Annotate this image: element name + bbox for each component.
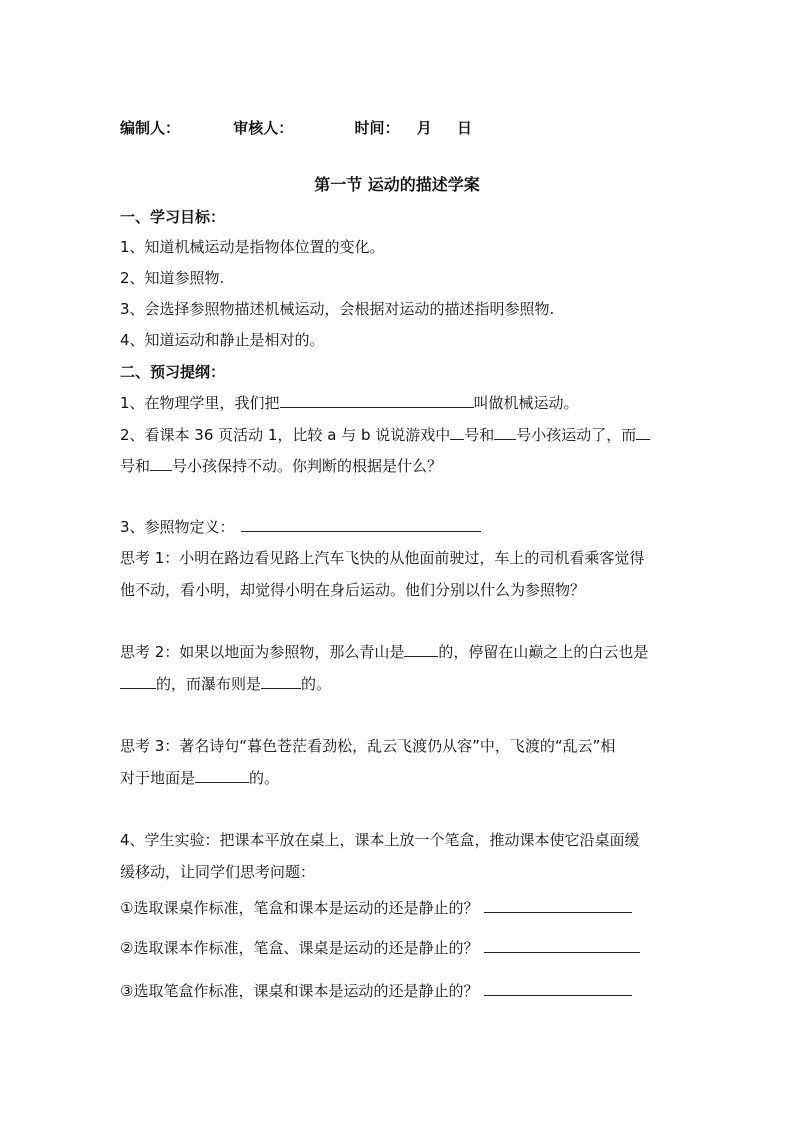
think-3-text-c: 的。 [249,769,280,787]
goal-item-2: 2、知道参照物. [120,269,225,287]
question-1 [120,393,579,413]
think-3-text-b: 对于地面是 [120,769,196,787]
page-title: 第一节 运动的描述学案 [314,175,480,194]
question-2-text-a: 2、看课本 36 页活动 1，比较 a 与 b 说说游戏中 [120,426,451,444]
think-3-line-2 [120,768,279,788]
think-2-text-c: 的，而瀑布则是 [156,675,262,693]
question-4-line-1: 4、学生实验：把课本平放在桌上，课本上放一个笔盒，推动课本使它沿桌面缓 [120,831,640,849]
answer-blank-2c[interactable] [636,425,650,440]
goal-item-4: 4、知道运动和静止是相对的。 [120,331,325,349]
answer-blank-think2-c[interactable] [261,674,301,689]
think-2-text-d: 的。 [301,675,332,693]
question-2-line-2 [120,456,442,476]
question-1-text-a: 1、在物理学里，我们把 [120,394,280,412]
answer-blank-3[interactable] [241,517,481,532]
question-1-text-b: 叫做机械运动。 [473,394,579,412]
reviewer-label: 审核人： [233,119,294,137]
answer-blank-2b[interactable] [494,425,516,440]
question-3 [120,517,481,537]
think-2-text-a: 思考 2：如果以地面为参照物，那么青山是 [120,643,405,661]
author-label: 编制人： [120,119,181,137]
answer-blank-sub1[interactable] [484,898,632,913]
answer-blank-think3[interactable] [195,768,249,783]
question-2-text-e: 号小孩保持不动。你判断的根据是什么？ [172,457,443,475]
think-1-line-1: 思考 1：小明在路边看见路上汽车飞快的从他面前驶过，车上的司机看乘客觉得 [120,549,645,567]
document-header [120,118,472,138]
question-2-text-d: 号和 [120,457,151,475]
think-2-line-1 [120,642,648,662]
goal-item-1: 1、知道机械运动是指物体位置的变化。 [120,238,385,256]
think-3-line-1: 思考 3：著名诗句“暮色苍茫看劲松，乱云飞渡仍从容”中，飞渡的“乱云”相 [120,737,616,755]
answer-blank-think2-b[interactable] [120,674,156,689]
answer-blank-2d[interactable] [150,456,172,471]
month-label: 月 [416,119,432,137]
question-2-text-c: 号小孩运动了，而 [516,426,637,444]
think-2-line-2 [120,674,331,694]
think-2-text-b: 的，停留在山巅之上的白云也是 [438,643,649,661]
section-heading-outline: 二、预习提纲： [120,363,226,381]
answer-blank-1[interactable] [280,393,474,408]
sub-question-2-text: ②选取课本作标准，笔盒、课桌是运动的还是静止的？ [120,939,479,957]
time-label: 时间： [354,119,400,137]
question-4-line-2: 缓移动，让同学们思考问题： [120,863,316,881]
sub-question-1 [120,898,632,918]
question-3-text: 3、参照物定义： [120,518,235,536]
sub-question-3-text: ③选取笔盒作标准，课桌和课本是运动的还是静止的？ [120,982,479,1000]
goal-item-3: 3、会选择参照物描述机械运动，会根据对运动的描述指明参照物. [120,300,555,318]
answer-blank-sub3[interactable] [484,981,632,996]
sub-question-1-text: ①选取课桌作标准，笔盒和课本是运动的还是静止的？ [120,899,479,917]
answer-blank-think2-a[interactable] [404,642,438,657]
answer-blank-2a[interactable] [450,425,464,440]
section-heading-goals: 一、学习目标： [120,208,226,226]
think-1-line-2: 他不动，看小明，却觉得小明在身后运动。他们分别以什么为参照物？ [120,581,586,599]
day-label: 日 [457,119,473,137]
sub-question-2 [120,938,640,958]
answer-blank-sub2[interactable] [484,938,640,953]
sub-question-3 [120,981,632,1001]
question-2-text-b: 号和 [464,426,495,444]
question-2-line-1 [120,425,650,445]
